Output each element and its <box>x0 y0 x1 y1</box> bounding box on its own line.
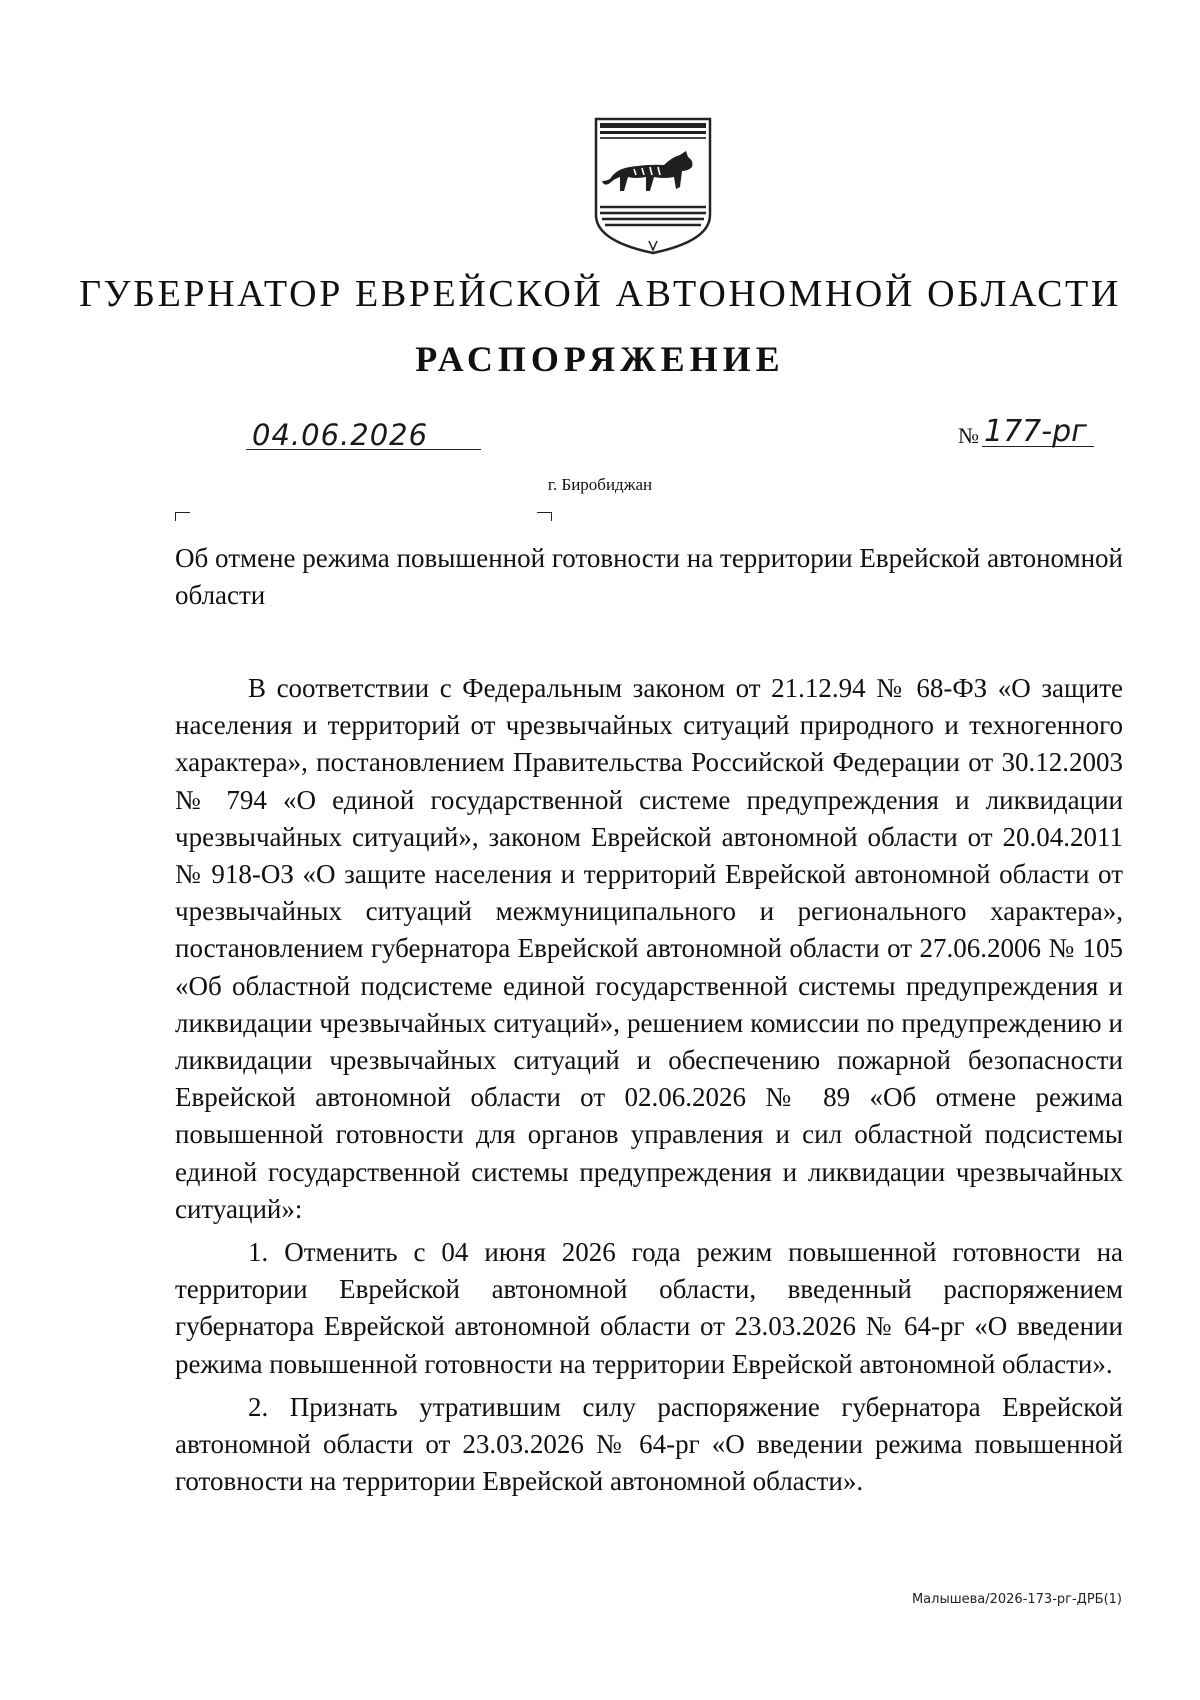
footer-file-code: Малышева/2026-173-рг-ДРБ(1) <box>911 1592 1122 1607</box>
city-of-issue: г. Биробиджан <box>547 475 653 494</box>
clause-1-paragraph: 1. Отменить с 04 июня 2026 года режим повышенной готовности на территории Еврейской автономной области, введенный распоряжением губернатора Еврейской автономной области от 23.03.2026 № 64-рг «О введении режима повышенной готовности на территории Еврейской автономной области». <box>175 1237 1123 1379</box>
number-underline <box>982 446 1094 447</box>
document-subject: Об отмене режима повышенной готовности на территории Еврейской автономной области <box>175 543 1123 610</box>
preamble-paragraph: В соответствии с Федеральным законом от 21.12.94 № 68-ФЗ «О защите населения и территорий от чрезвычайных ситуаций природного и техногенного характера», постановлением Правительства Российской Федерации от 30.12.2003 № 794 «О единой государственной системе предупреждения и ликвидации чрезвычайных ситуаций», законом Еврейской автономной области от 20.04.2011 № 918-ОЗ «О защите населения и территорий Еврейской автономной области от чрезвычайных ситуаций межмуниципального и регионального характера», постановлением губернатора Еврейской автономной области от 27.06.2006 № 105 «Об областной подсистеме единой государственной системы предупреждения и ликвидации чрезвычайных ситуаций», решением комиссии по предупреждению и ликвидации чрезвычайных ситуаций и обеспечению пожарной безопасности Еврейской автономной области от 02.06.2026 № 89 «Об отмене режима повышенной готовности для органов управления и сил областной подсистемы единой государственной системы предупреждения и ликвидации чрезвычайных ситуаций»: <box>175 673 1123 1224</box>
date-underline <box>246 449 481 450</box>
subject-bracket-right <box>537 512 552 521</box>
document-body <box>175 670 1123 1506</box>
handwritten-document-number: 177-рг <box>984 414 1087 449</box>
handwritten-date: 04.06.2026 <box>252 418 429 452</box>
issuing-authority: ГУБЕРНАТОР ЕВРЕЙСКОЙ АВТОНОМНОЙ ОБЛАСТИ <box>79 273 1121 315</box>
clause-2-paragraph: 2. Признать утратившим силу распоряжение губернатора Еврейской автономной области от 23.03.2026 № 64-рг «О введении режима повышенной готовности на территории Еврейской автономной области». <box>175 1391 1123 1497</box>
subject-bracket-left <box>175 512 190 521</box>
document-type-title: РАСПОРЯЖЕНИЕ <box>415 339 785 379</box>
number-label: № <box>958 423 979 448</box>
coat-of-arms-tiger-icon <box>594 117 712 255</box>
